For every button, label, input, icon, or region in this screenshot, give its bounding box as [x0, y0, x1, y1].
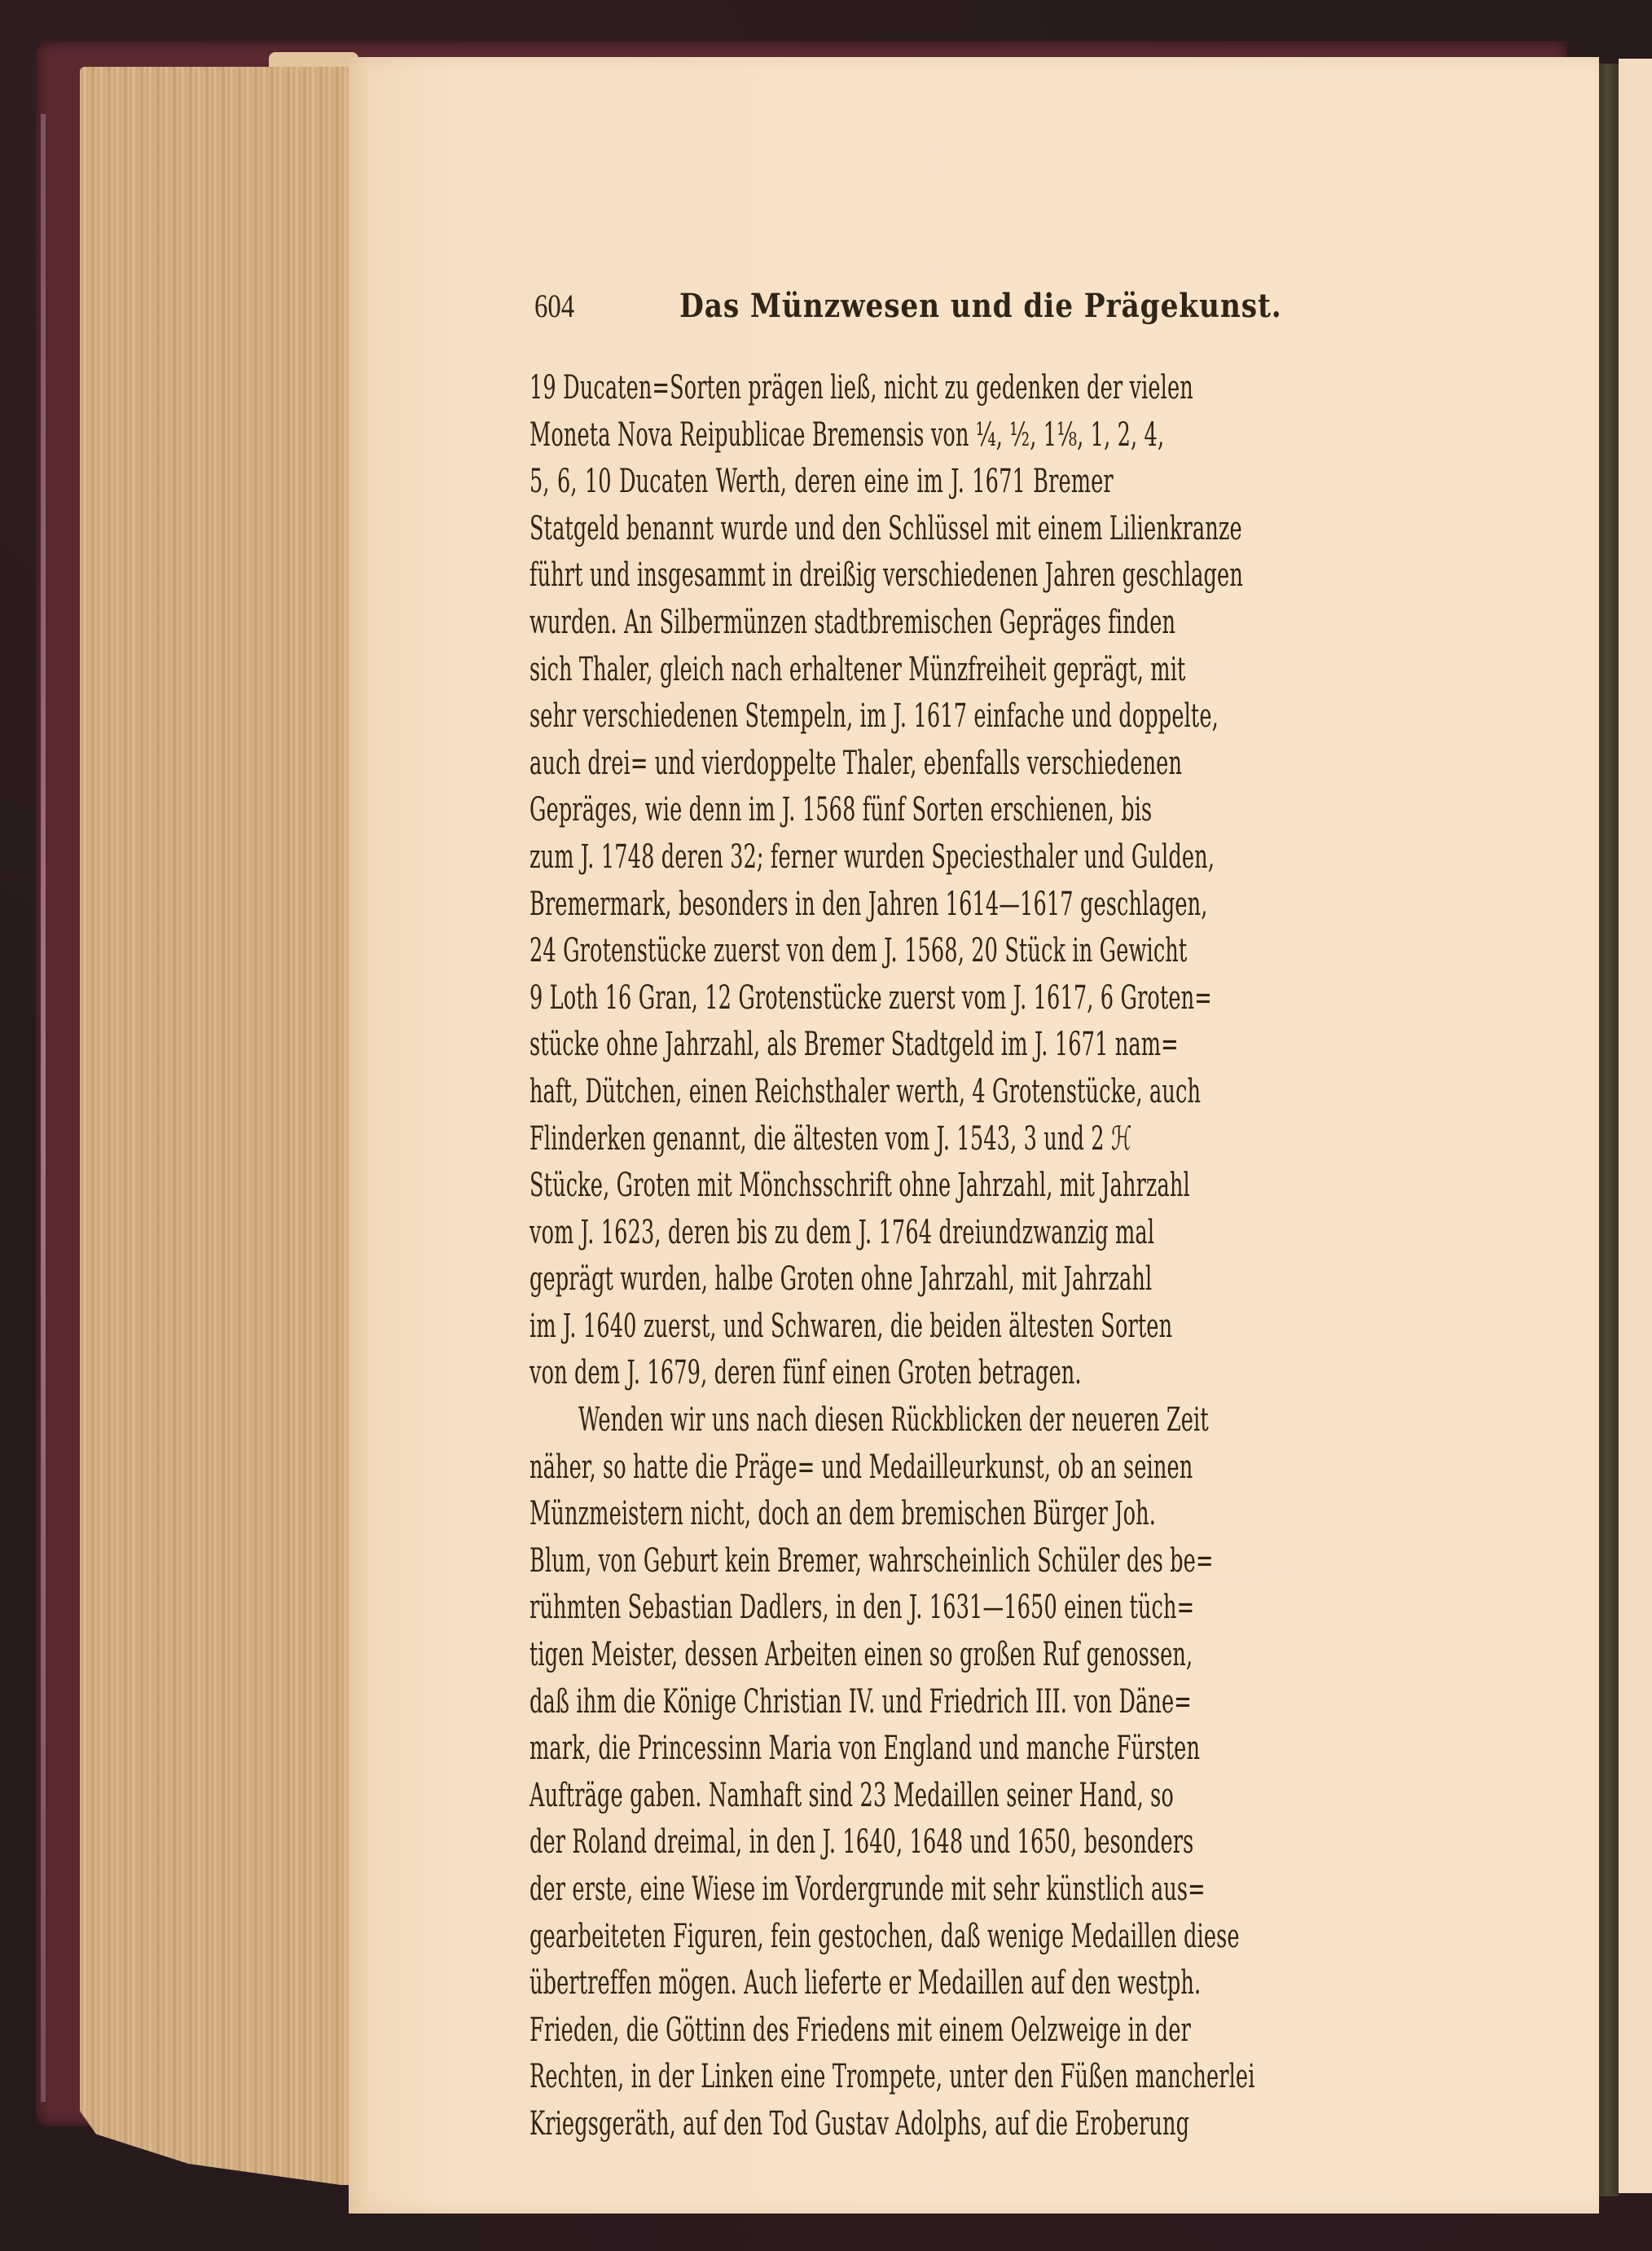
text-line: der erste, eine Wiese im Vordergrunde mit sehr künstlich aus= [529, 1871, 1206, 1908]
text-line: 24 Grotenstücke zuerst von dem J. 1568, 20 Stück in Gewicht [529, 932, 1188, 970]
cover-edge-highlight [41, 114, 46, 2102]
text-line: daß ihm die Könige Christian IV. und Friedrich III. von Däne= [529, 1682, 1192, 1721]
text-line: näher, so hatte die Präge= und Medailleurkunst, ob an seinen [529, 1448, 1193, 1486]
body-text [529, 365, 1442, 2148]
running-title: Das Münzwesen und die Prägekunst. [679, 287, 1282, 325]
text-line: zum J. 1748 deren 32; ferner wurden Speciesthaler und Gulden, [529, 838, 1215, 876]
paragraph-start-line: Wenden wir uns nach diesen Rückblicken der neueren Zeit [578, 1401, 1209, 1440]
text-line: rühmten Sebastian Dadlers, in den J. 1631—1650 einen tüch= [529, 1589, 1195, 1627]
text-line: Stücke, Groten mit Mönchsschrift ohne Jahrzahl, mit Jahrzahl [529, 1167, 1190, 1205]
text-line: Moneta Nova Reipublicae Bremensis von ¼, ½, 1⅛, 1, 2, 4, [529, 415, 1165, 454]
text-line: Blum, von Geburt kein Bremer, wahrscheinlich Schüler des be= [529, 1541, 1214, 1580]
facing-page-edge [1619, 59, 1652, 2193]
text-line: Gepräges, wie denn im J. 1568 fünf Sorten erschienen, bis [529, 791, 1153, 829]
text-line: der Roland dreimal, in den J. 1640, 1648 und 1650, besonders [529, 1823, 1194, 1862]
text-line: geprägt wurden, halbe Groten ohne Jahrzahl, mit Jahrzahl [529, 1260, 1153, 1299]
text-line: stücke ohne Jahrzahl, als Bremer Stadtgeld im J. 1671 nam= [529, 1026, 1179, 1064]
text-line: mark, die Princessinn Maria von England und manche Fürsten [529, 1730, 1201, 1768]
page-header [534, 287, 1439, 336]
text-line: im J. 1640 zuerst, und Schwaren, die beiden ältesten Sorten [529, 1307, 1173, 1345]
text-line: Münzmeistern nicht, doch an dem bremischen Bürger Joh. [529, 1495, 1157, 1533]
text-line: Flinderken genannt, die ältesten vom J. 1543, 3 und 2 ℋ [529, 1119, 1132, 1158]
text-line: 5, 6, 10 Ducaten Werth, deren eine im J. 1671 Bremer [529, 463, 1114, 501]
text-line: sehr verschiedenen Stempeln, im J. 1617 einfache und doppelte, [529, 697, 1219, 736]
text-line: Bremermark, besonders in den Jahren 1614—1617 geschlagen, [529, 885, 1208, 923]
text-line: wurden. An Silbermünzen stadtbremischen Gepräges finden [529, 603, 1176, 641]
text-line: auch drei= und vierdoppelte Thaler, ebenfalls verschiedenen [529, 744, 1183, 782]
text-line: Statgeld benannt wurde und den Schlüssel mit einem Lilienkranze [529, 509, 1242, 547]
text-line: haft, Dütchen, einen Reichsthaler werth, 4 Grotenstücke, auch [529, 1072, 1202, 1110]
text-line: übertreffen mögen. Auch lieferte er Medaillen auf den westph. [529, 1964, 1202, 2003]
page-block-edges [80, 67, 352, 2185]
text-line: 19 Ducaten=Sorten prägen ließ, nicht zu gedenken der vielen [529, 369, 1193, 407]
text-line: von dem J. 1679, deren fünf einen Groten betragen. [529, 1354, 1082, 1392]
text-line: vom J. 1623, deren bis zu dem J. 1764 dreiundzwanzig mal [529, 1213, 1155, 1251]
text-line: tigen Meister, dessen Arbeiten einen so großen Ruf genossen, [529, 1636, 1193, 1674]
text-line: Rechten, in der Linken eine Trompete, unter den Füßen mancherlei [529, 2058, 1255, 2096]
text-line: gearbeiteten Figuren, fein gestochen, daß wenige Medaillen diese [529, 1917, 1240, 1955]
text-line: Frieden, die Göttinn des Friedens mit einem Oelzweige in der [529, 2011, 1191, 2049]
book-gutter [1599, 64, 1619, 2196]
text-line: Aufträge gaben. Namhaft sind 23 Medaillen seiner Hand, so [529, 1776, 1174, 1814]
text-line: 9 Loth 16 Gran, 12 Grotenstücke zuerst vom J. 1617, 6 Groten= [529, 978, 1212, 1017]
page-number: 604 [534, 288, 575, 324]
text-line: sich Thaler, gleich nach erhaltener Münzfreiheit geprägt, mit [529, 650, 1186, 688]
text-line: Kriegsgeräth, auf den Tod Gustav Adolphs, auf die Eroberung [529, 2104, 1190, 2143]
text-line: führt und insgesammt in dreißig verschiedenen Jahren geschlagen [529, 556, 1243, 595]
